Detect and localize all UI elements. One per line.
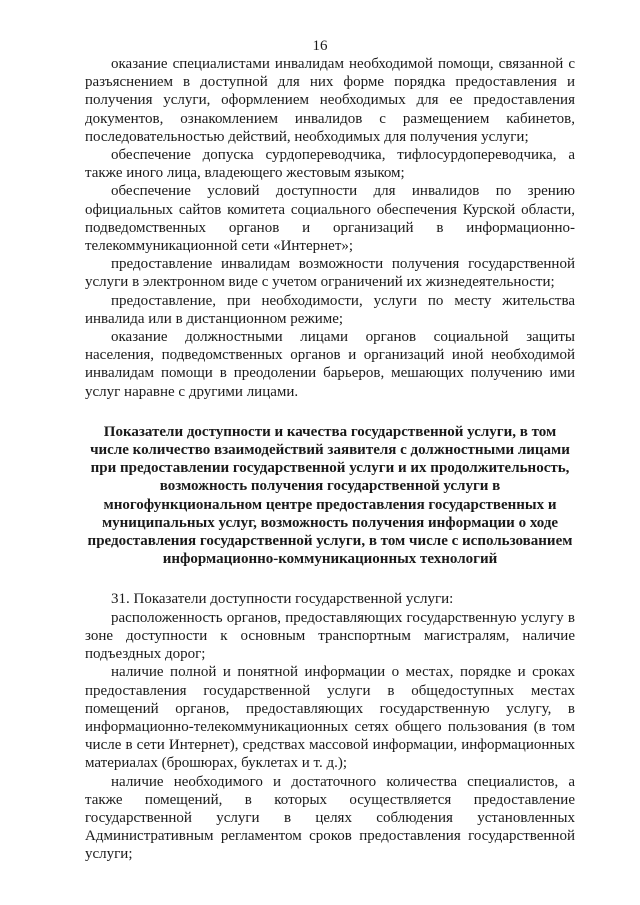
page-content bbox=[85, 55, 575, 864]
section-heading: Показатели доступности и качества государственной услуги, в том числе количество взаимодействий заявителя с должностными лицами при предоставлении государственной услуги и их продолжительность, возможность получения государственной услуги в многофункциональном центре предоставления государственных и муниципальных услуг, возможность получения информации о ходе предоставления государственной услуги, в том числе с использованием информационно-коммуникационных технологий bbox=[87, 423, 573, 568]
paragraph: оказание специалистами инвалидам необходимой помощи, связанной с разъяснением в доступной для них форме порядка предоставления и получения услуги, оформлением необходимых для ее предоставления документов, ознакомлением инвалидов с размещением кабинетов, последовательностью действий, необходимых для получения услуги; bbox=[85, 56, 575, 145]
paragraph: обеспечение условий доступности для инвалидов по зрению официальных сайтов комитета социального обеспечения Курской области, подведомственных органов и организаций в информационно-телекоммуникационной сети «Интернет»; bbox=[85, 183, 575, 255]
paragraph: оказание должностными лицами органов социальной защиты населения, подведомственных органов и организаций иной необходимой инвалидам помощи в преодолении барьеров, мешающих получению ими услуг наравне с другими лицами. bbox=[85, 329, 575, 400]
paragraph: расположенность органов, предоставляющих государственную услугу в зоне доступности к основным транспортным магистралям, наличие подъездных дорог; bbox=[85, 609, 575, 663]
paragraph: наличие полной и понятной информации о местах, порядке и сроках предоставления государственной услуги в общедоступных местах помещений органов, предоставляющих государственную услугу, в информационно-телекоммуникационных сетях общего пользования (в том числе в сети Интернет), средствах массовой информации, информационных материалах (брошюрах, буклетах и т. д.); bbox=[85, 664, 575, 772]
paragraph: предоставление инвалидам возможности получения государственной услуги в электронном виде с учетом ограничений их жизнедеятельности; bbox=[85, 256, 575, 291]
paragraph: наличие необходимого и достаточного количества специалистов, а также помещений, в которых осуществляется предоставление государственной услуги в целях соблюдения установленных Административным регламентом сроков предоставления государственной услуги; bbox=[85, 773, 575, 863]
page-number: 16 bbox=[312, 38, 328, 54]
paragraph: обеспечение допуска сурдопереводчика, тифлосурдопереводчика, а также иного лица, владеющего жестовым языком; bbox=[85, 147, 575, 182]
paragraph: предоставление, при необходимости, услуги по месту жительства инвалида или в дистанционном режиме; bbox=[85, 292, 575, 327]
paragraph: 31. Показатели доступности государственной услуги: bbox=[111, 591, 454, 608]
